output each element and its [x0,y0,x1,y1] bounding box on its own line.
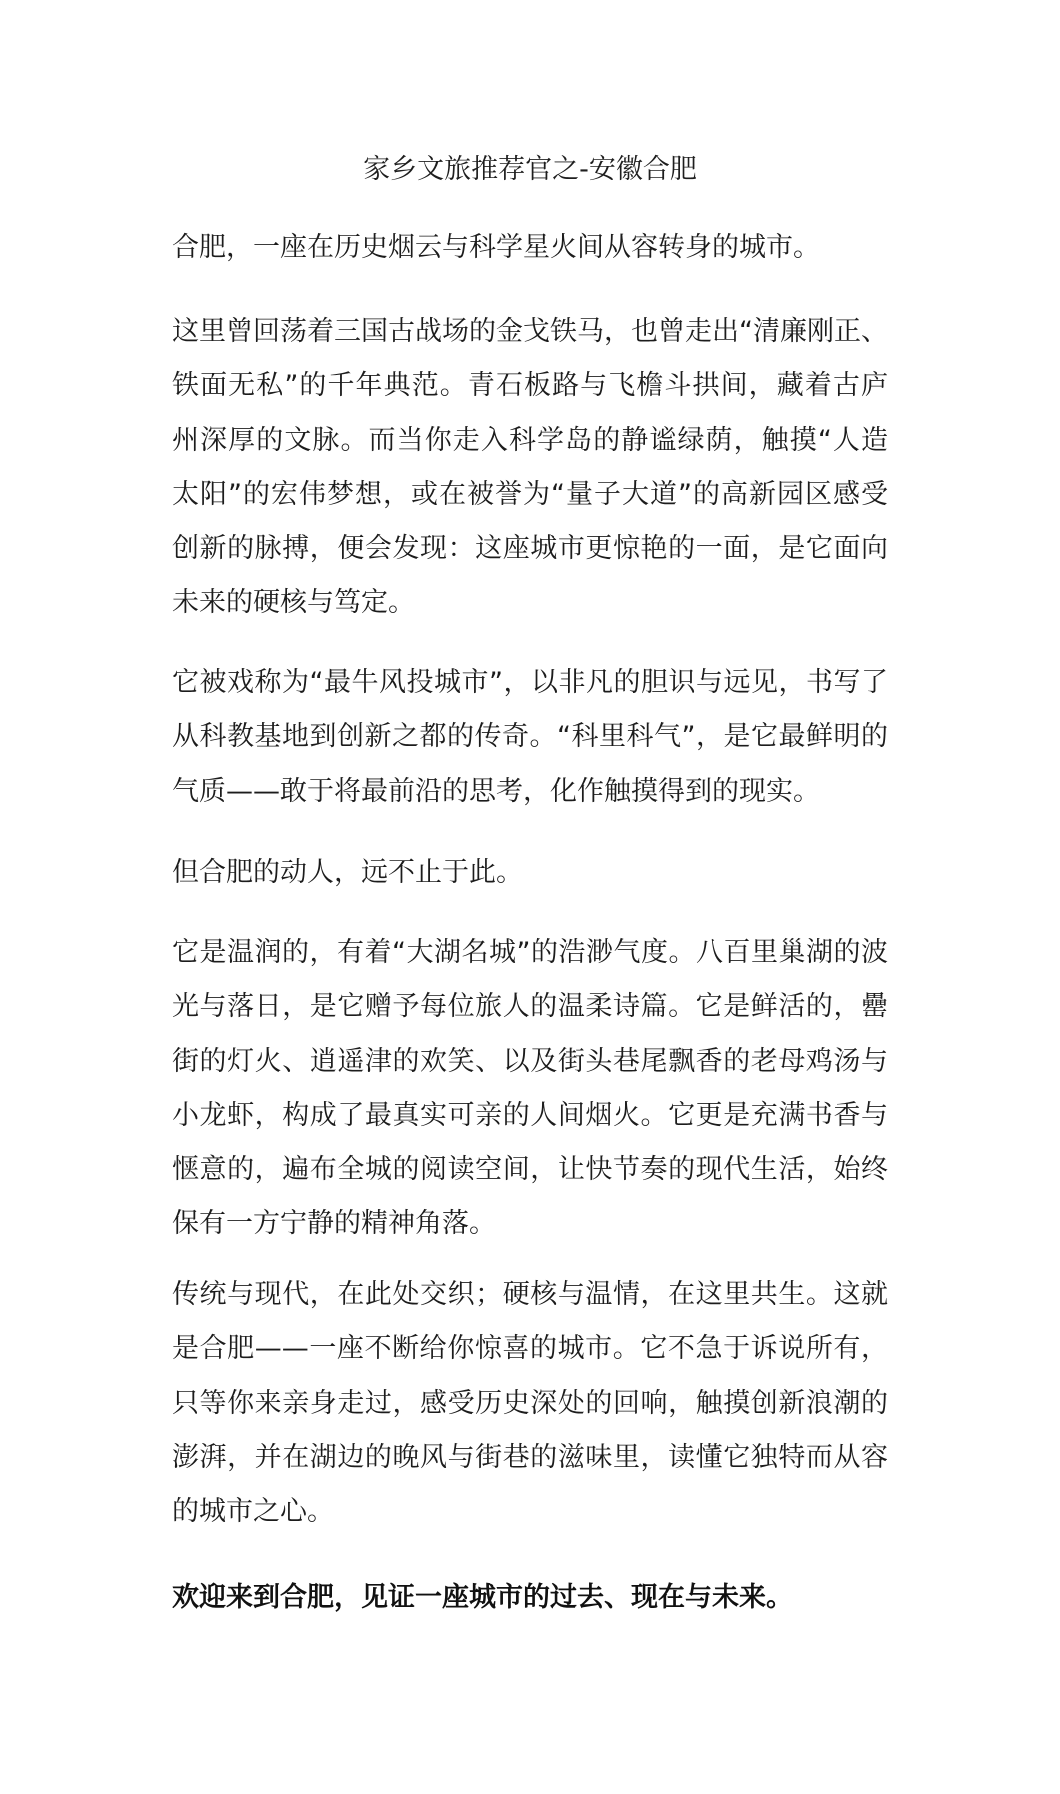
paragraph-transition [172,846,888,900]
text-line: 光与落日，是它赠予每位旅人的温柔诗篇。它是鲜活的，罍 [172,991,888,1023]
text-line: 太阳”的宏伟梦想，或在被誉为“量子大道”的高新园区感受 [172,478,888,510]
text-line: 它被戏称为“最牛风投城市”，以非凡的胆识与远见，书写了 [172,667,888,698]
text-line: 它是温润的，有着“大湖名城”的浩渺气度。八百里巢湖的波 [172,937,888,968]
text-line: 欢迎来到合肥，见证一座城市的过去、现在与未来。 [172,1582,793,1613]
paragraph-innovation [172,656,888,819]
document-title: 家乡文旅推荐官之-安徽合肥 [363,154,697,185]
text-line: 但合肥的动人，远不止于此。 [172,857,523,888]
text-line: 街的灯火、逍遥津的欢笑、以及街头巷尾飘香的老母鸡汤与 [172,1045,888,1077]
text-line: 铁面无私”的千年典范。青石板路与飞檐斗拱间，藏着古庐 [172,370,888,402]
text-line: 合肥，一座在历史烟云与科学星火间从容转身的城市。 [172,232,820,263]
text-line: 惬意的，遍布全城的阅读空间，让快节奏的现代生活，始终 [172,1154,888,1186]
text-line: 这里曾回荡着三国古战场的金戈铁马，也曾走出“清廉刚正、 [172,316,888,347]
text-line: 传统与现代，在此处交织；硬核与温情，在这里共生。这就 [172,1279,888,1310]
text-line: 从科教基地到创新之都的传奇。“科里科气”，是它最鲜明的 [172,721,888,753]
text-line: 气质——敢于将最前沿的思考，化作触摸得到的现实。 [172,775,820,807]
paragraph-intro [172,221,888,275]
text-line: 未来的硬核与笃定。 [172,587,415,619]
text-line: 是合肥——一座不断给你惊喜的城市。它不急于诉说所有， [172,1333,888,1365]
text-line: 州深厚的文脉。而当你走入科学岛的静谧绿荫，触摸“人造 [172,424,888,456]
text-line: 保有一方宁静的精神角落。 [172,1208,496,1240]
text-line: 只等你来亲身走过，感受历史深处的回响，触摸创新浪潮的 [172,1387,888,1419]
text-line: 小龙虾，构成了最真实可亲的人间烟火。它更是充满书香与 [172,1099,888,1131]
text-line: 创新的脉搏，便会发现：这座城市更惊艳的一面，是它面向 [172,533,888,565]
text-line: 的城市之心。 [172,1496,334,1528]
paragraph-summary [172,1268,888,1539]
paragraph-lifestyle [172,926,888,1252]
paragraph-history [172,305,888,631]
paragraph-closing [172,1571,888,1625]
text-line: 澎湃，并在湖边的晚风与街巷的滋味里，读懂它独特而从容 [172,1441,888,1473]
